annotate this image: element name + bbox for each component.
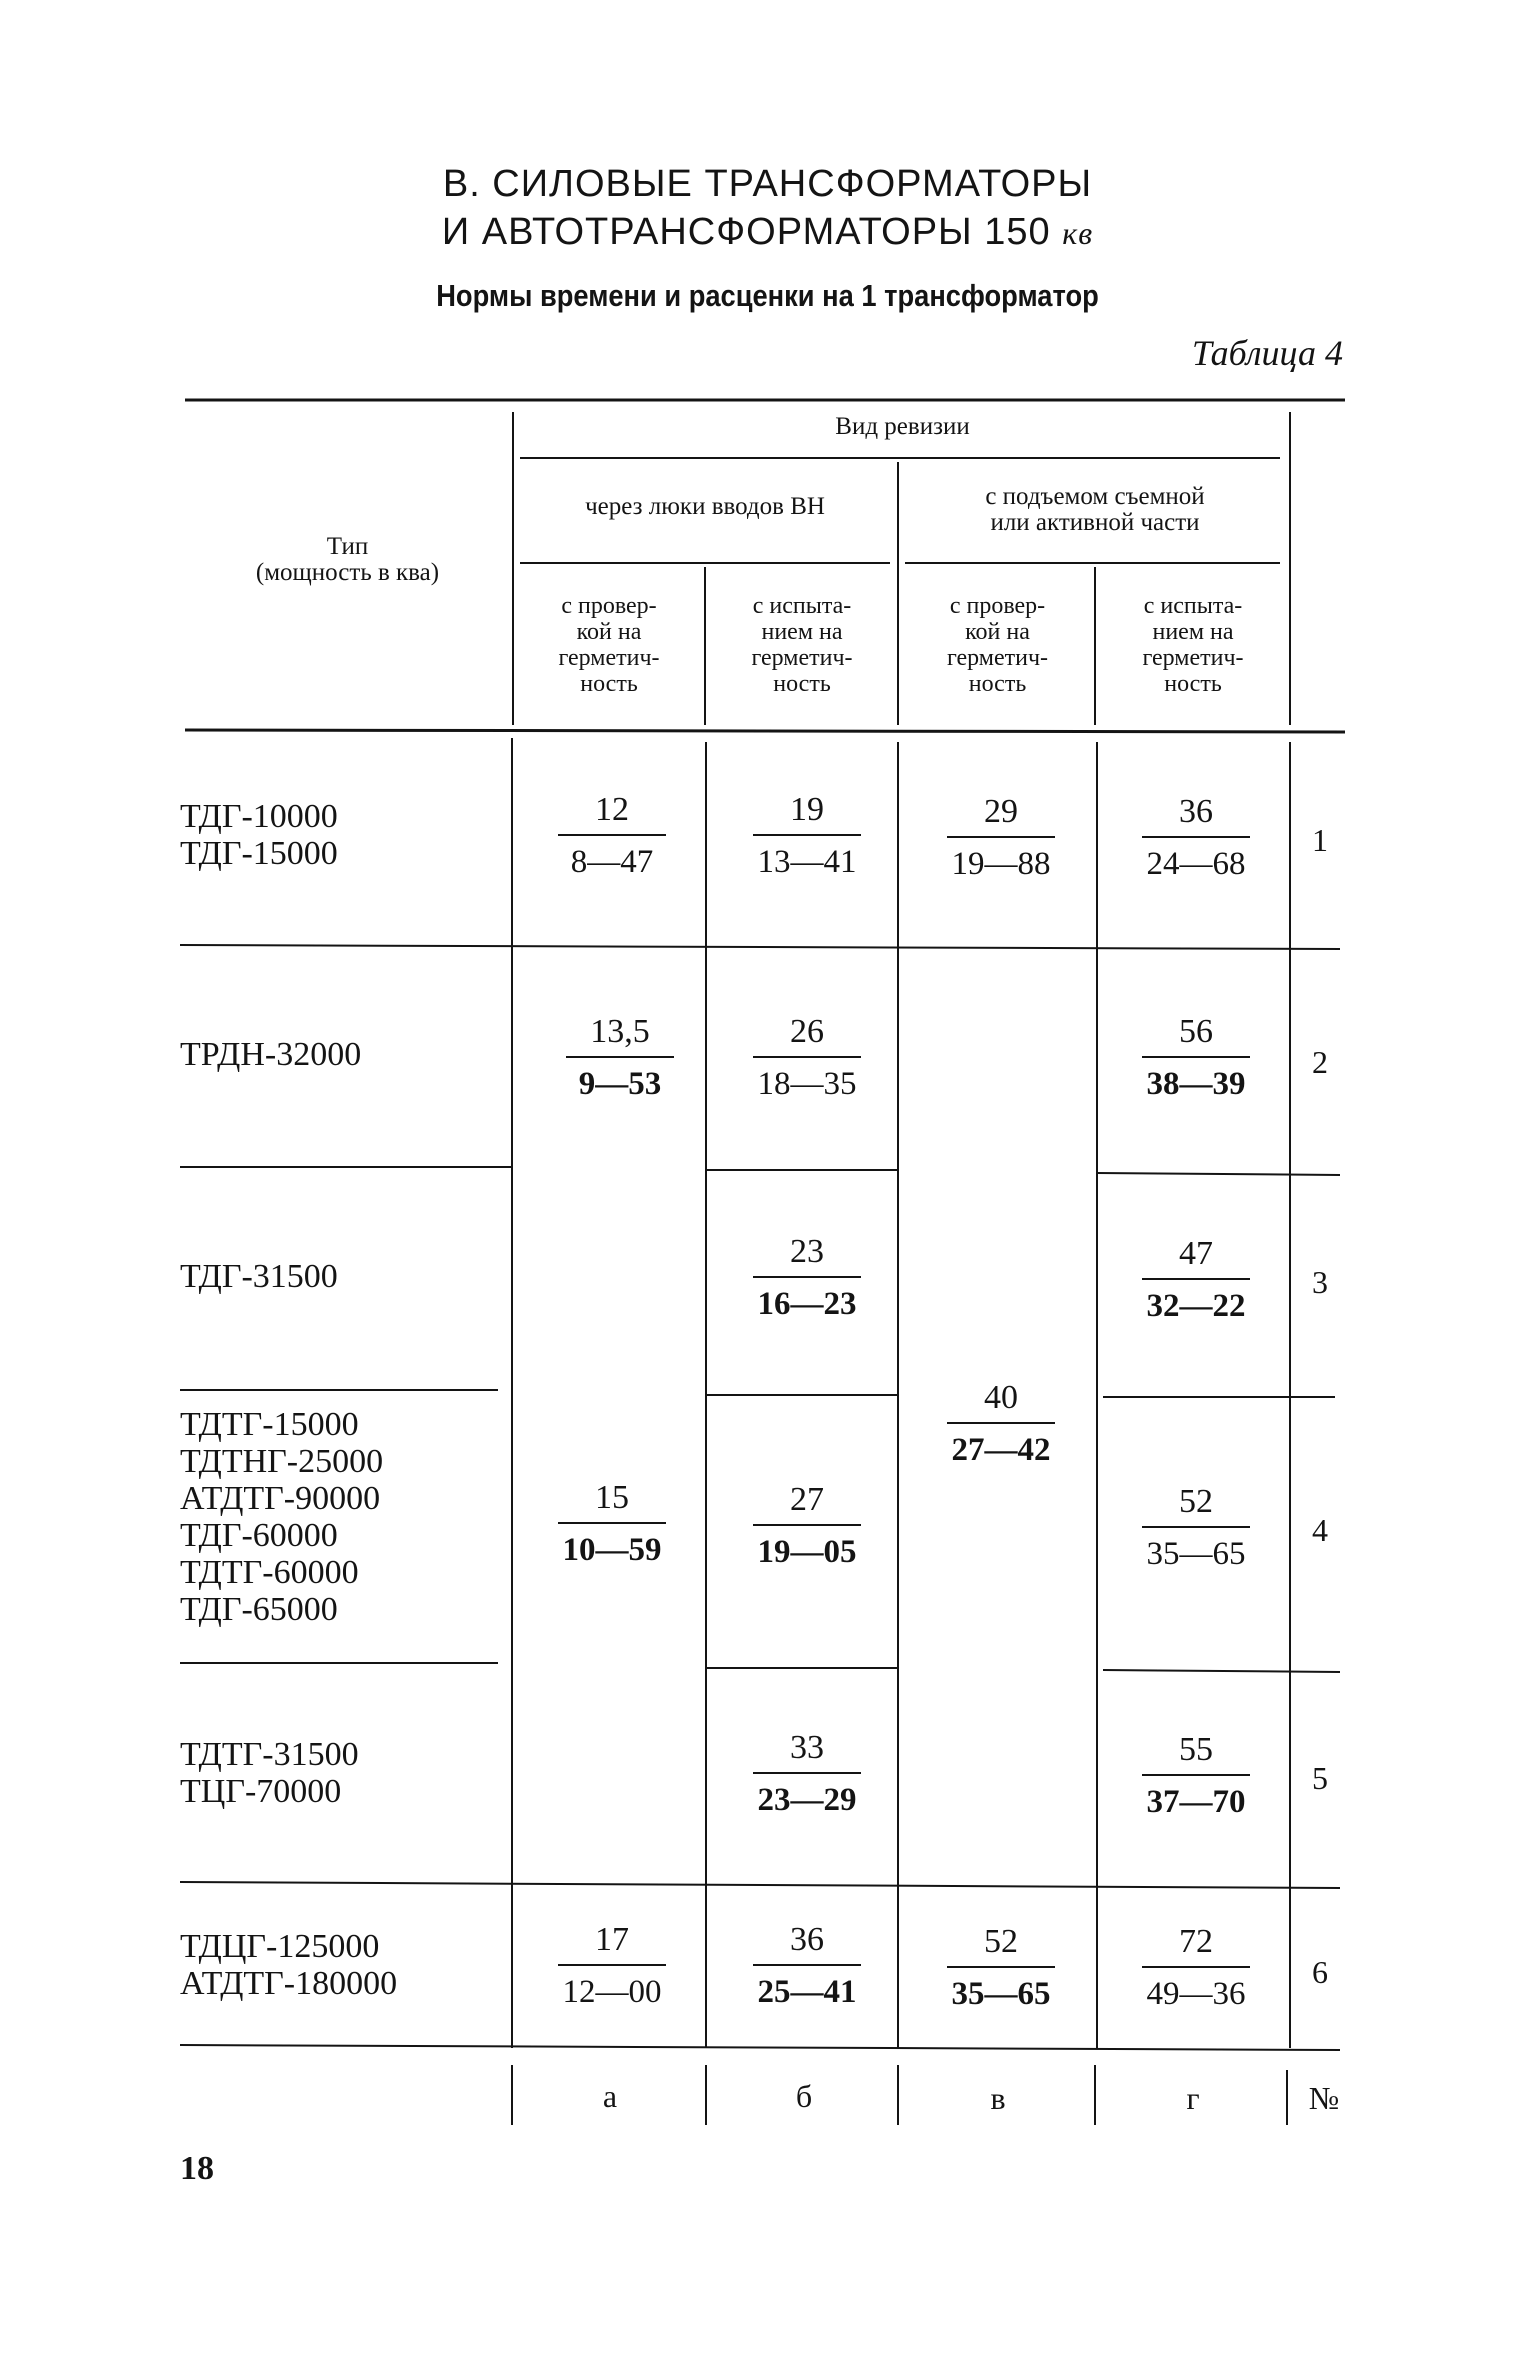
row-4-d-norm: 52 [1179,1483,1213,1520]
rule-row5 [180,1882,1340,1888]
row-2-b-price: 18—35 [757,1066,857,1102]
row-2-b [727,1012,887,1104]
subtitle: Нормы времени и расценки на 1 трансформатор [436,278,1099,313]
row-1-types: ТДГ-10000 ТДГ-15000 [180,798,338,872]
row-4-b-norm: 27 [790,1481,824,1518]
row-5-b-price: 23—29 [757,1782,857,1818]
row-1-a-price: 8—47 [570,844,654,880]
rule-header-bottom [185,730,1345,732]
rule-row2-d [1097,1173,1340,1175]
row-2-types: ТРДН-32000 [180,1036,362,1073]
merged-c-rows-2-5 [921,1378,1081,1470]
row-1-number: 1 [1312,822,1328,858]
header-group-podem: с подъемом съемной или активной части [985,483,1205,536]
row-6-c-price: 35—65 [951,1976,1051,2012]
row-2-a-price: 9—53 [578,1066,662,1102]
merged-c-price: 27—42 [951,1432,1051,1468]
header-sub-a: с провер- кой на герметич- ность [558,593,660,697]
column-letter-number: № [1308,2080,1340,2116]
row-6-d [1116,1922,1276,2014]
section-title-unit: кв [1062,215,1094,251]
page-number: 18 [180,2150,214,2187]
row-1-d-norm: 36 [1179,793,1213,830]
row-1-c-price: 19—88 [951,846,1051,882]
row-4-b-price: 19—05 [757,1534,857,1570]
row-2-d-norm: 56 [1179,1013,1213,1050]
row-5-b [727,1728,887,1820]
merged-a-norm: 15 [595,1479,629,1516]
row-6-d-norm: 72 [1179,1923,1213,1960]
row-1-b-price: 13—41 [757,844,857,880]
row-3-types: ТДГ-31500 [180,1258,338,1295]
column-letter-d: г [1186,2080,1200,2116]
header-sub-c: с провер- кой на герметич- ность [946,593,1049,697]
row-1-b-norm: 19 [790,791,824,828]
row-3-d-price: 32—22 [1146,1288,1246,1324]
row-6-b-norm: 36 [790,1921,824,1958]
row-4-b [727,1480,887,1572]
row-3-b [727,1232,887,1324]
row-2-a [540,1012,700,1104]
rule-row6 [180,2045,1340,2050]
row-1-c-norm: 29 [984,793,1018,830]
row-1-d-price: 24—68 [1146,846,1246,882]
row-3-b-norm: 23 [790,1233,824,1270]
row-2-d [1116,1012,1276,1104]
rule-row4-d [1103,1670,1340,1672]
row-5-d [1116,1730,1276,1822]
row-1-a [532,790,692,882]
section-title-line1: В. СИЛОВЫЕ ТРАНСФОРМАТОРЫ [442,163,1093,205]
row-5-b-norm: 33 [790,1729,824,1766]
column-letter-c: в [990,2080,1006,2116]
row-2-b-norm: 26 [790,1013,824,1050]
row-6-b [727,1920,887,2012]
row-6-c [921,1922,1081,2014]
row-6-number: 6 [1312,1954,1328,1990]
row-2-a-norm: 13,5 [590,1013,650,1050]
header-revision-kind: Вид ревизии [835,413,970,440]
row-3-b-price: 16—23 [757,1286,857,1322]
table-label: Таблица 4 [1191,333,1343,373]
row-4-types: ТДТГ-15000 ТДТНГ-25000 АТДТГ-90000 ТДГ-60000 ТДТГ-60000 ТДГ-65000 [180,1406,384,1628]
section-title-text: И АВТОТРАНСФОРМАТОРЫ 150 [441,211,1051,253]
row-5-d-price: 37—70 [1146,1784,1246,1820]
merged-a-price: 10—59 [562,1532,662,1568]
row-1-a-norm: 12 [595,791,629,828]
column-letter-b: б [795,2078,813,2114]
row-5-types: ТДТГ-31500 ТЦГ-70000 [180,1736,359,1810]
header-sub-b: с испыта- нием на герметич- ность [751,593,853,697]
rule-row1 [180,945,1340,949]
row-1-d [1116,792,1276,884]
row-6-a [532,1920,692,2012]
row-6-types: ТДЦГ-125000 АТДТГ-180000 [180,1928,398,2002]
row-6-b-price: 25—41 [757,1974,857,2010]
row-4-d-price: 35—65 [1146,1536,1246,1572]
row-2-number: 2 [1312,1044,1328,1080]
row-6-c-norm: 52 [984,1923,1018,1960]
column-letter-a: а [602,2078,618,2114]
row-5-d-norm: 55 [1179,1731,1213,1768]
merged-a-rows-3-5 [532,1478,692,1570]
row-5-number: 5 [1312,1760,1328,1796]
row-3-d [1116,1234,1276,1326]
row-6-d-price: 49—36 [1146,1976,1246,2012]
row-3-d-norm: 47 [1179,1235,1213,1272]
row-6-a-norm: 17 [595,1921,629,1958]
header-group-vvody: через люки вводов ВН [585,493,825,520]
row-6-a-price: 12—00 [562,1974,662,2010]
row-3-number: 3 [1312,1264,1328,1300]
row-4-number: 4 [1312,1512,1328,1548]
row-1-c [921,792,1081,884]
header-sub-d: с испыта- нием на герметич- ность [1142,593,1244,697]
merged-c-norm: 40 [984,1379,1018,1416]
row-2-d-price: 38—39 [1146,1066,1246,1102]
row-4-d [1116,1482,1276,1574]
row-1-b [727,790,887,882]
header-type: Тип (мощность в ква) [255,533,440,586]
